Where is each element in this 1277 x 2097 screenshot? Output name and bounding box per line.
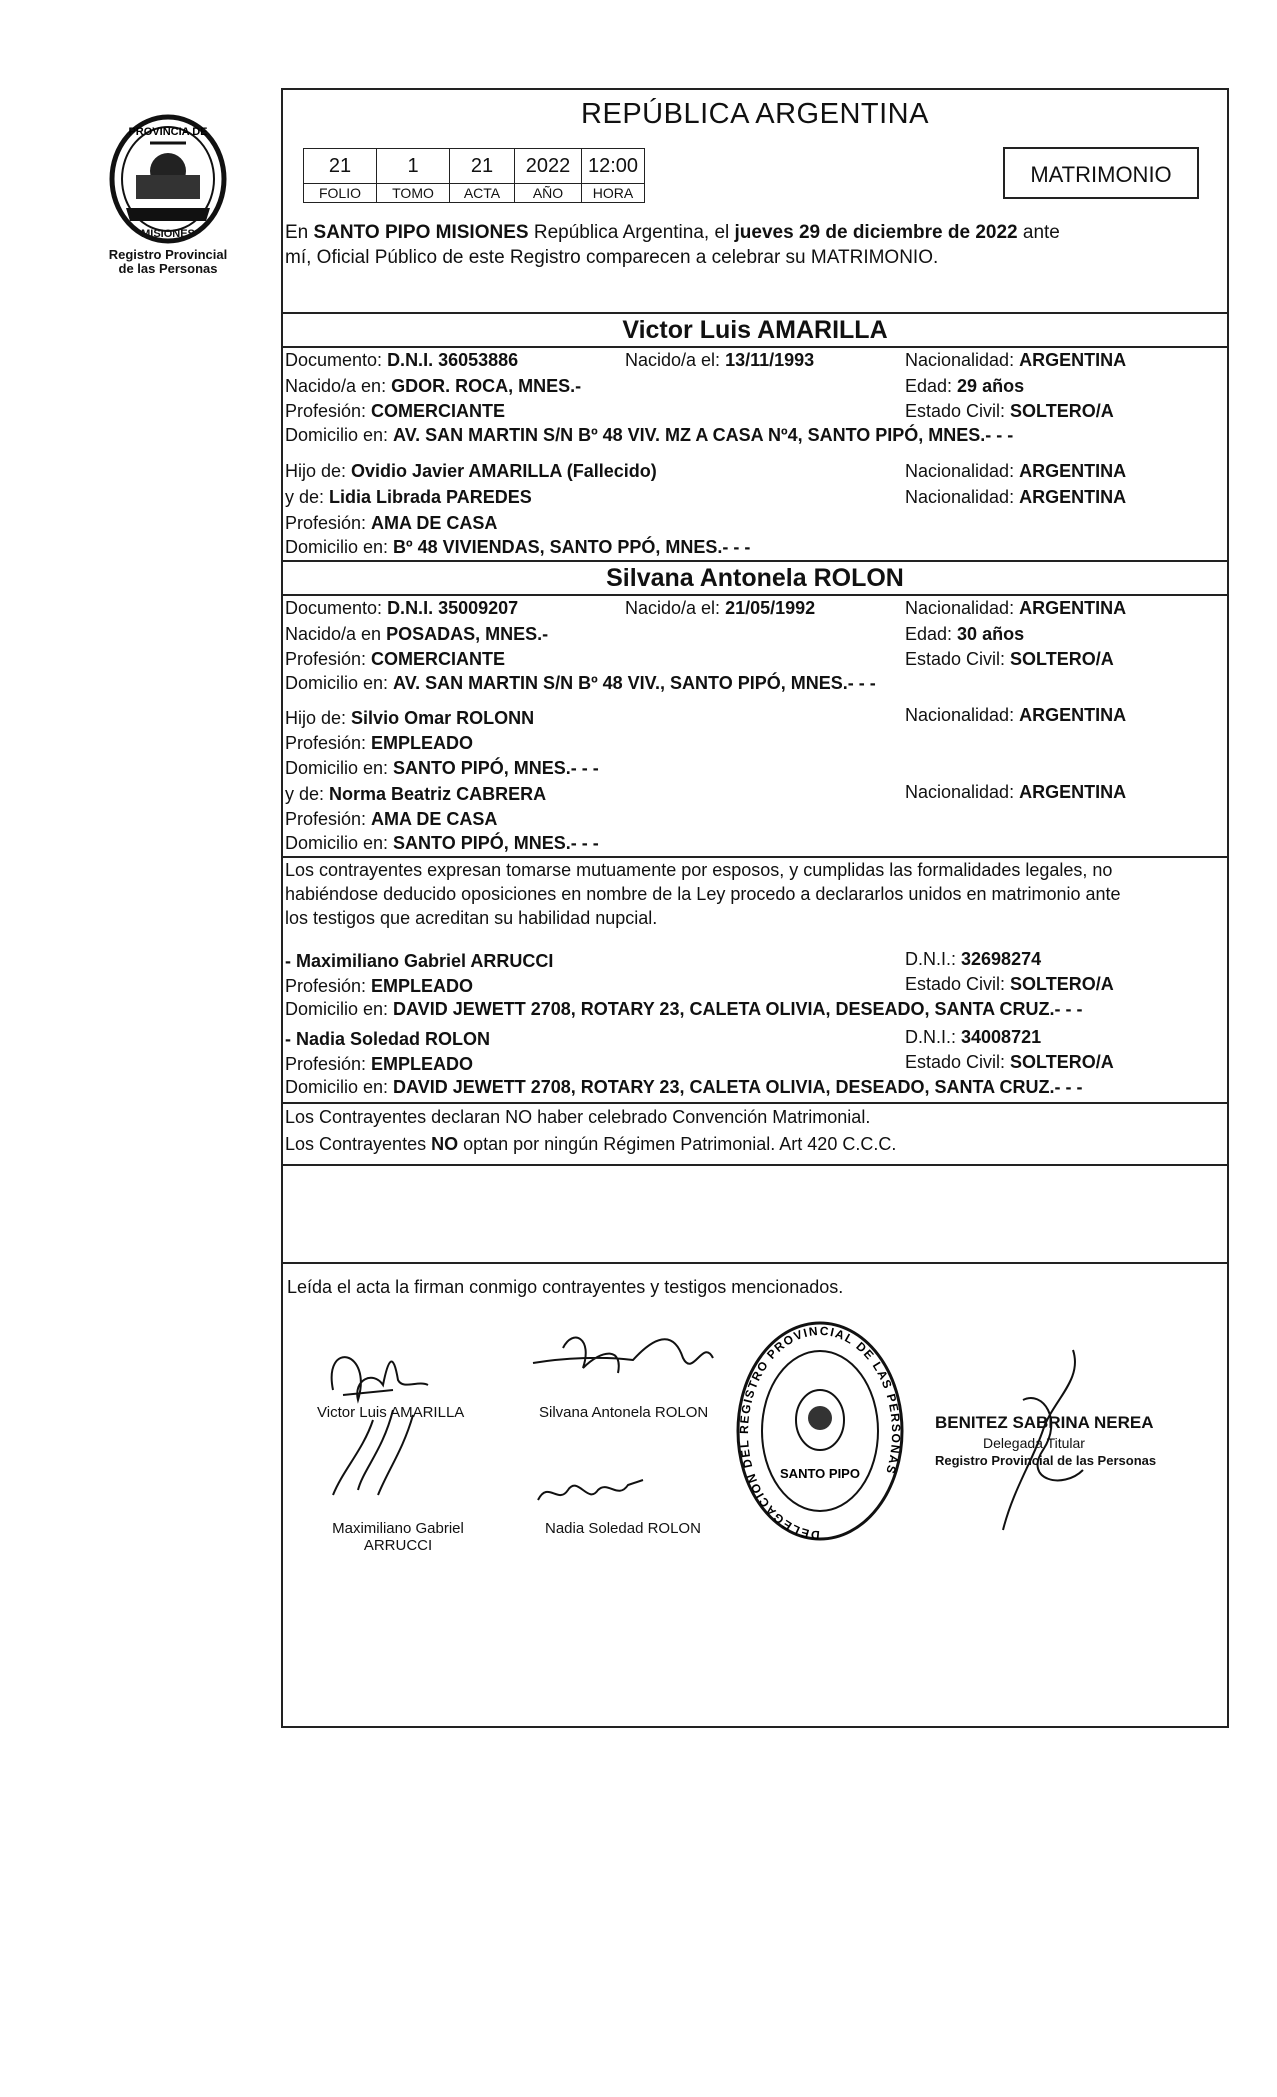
spouse1-address: Domicilio en: AV. SAN MARTIN S/N Bº 48 VIV. MZ A CASA Nº4, SANTO PIPÓ, MNES.- - -: [285, 425, 1014, 445]
witness2-civil-status: Estado Civil: SOLTERO/A: [905, 1052, 1114, 1072]
spouse2-name: Silvana Antonela ROLON: [606, 564, 904, 592]
stamp-ring-text: DELEGACION DEL REGISTRO PROVINCIAL DE LAS PERSONAS: [736, 1323, 904, 1543]
tomo-label: TOMO: [377, 184, 450, 203]
folio-value: 21: [304, 149, 377, 184]
registry-table: [303, 148, 645, 203]
spouse2-father: Hijo de: Silvio Omar ROLONN: [285, 708, 535, 728]
spouse1-civil-status: Estado Civil: SOLTERO/A: [905, 401, 1114, 421]
signature-label-spouse2: Silvana Antonela ROLON: [539, 1404, 709, 1421]
spouse2-address: Domicilio en: AV. SAN MARTIN S/N Bº 48 VIV., SANTO PIPÓ, MNES.- - -: [285, 673, 876, 693]
witness1-address: Domicilio en: DAVID JEWETT 2708, ROTARY 23, CALETA OLIVIA, DESEADO, SANTA CRUZ.- - -: [285, 999, 1083, 1019]
spouse1-age: Edad: 29 años: [905, 376, 1025, 396]
stamp-center-text: SANTO PIPO: [780, 1466, 860, 1481]
spouse2-father-address: Domicilio en: SANTO PIPÓ, MNES.- - -: [285, 758, 599, 778]
spouse2-civil-status: Estado Civil: SOLTERO/A: [905, 649, 1114, 669]
signature-label-witness1: Maximiliano Gabriel ARRUCCI: [332, 1520, 464, 1554]
witness2-profession: Profesión: EMPLEADO: [285, 1054, 474, 1074]
hora-label: HORA: [582, 184, 645, 203]
signature-label-spouse1: Victor Luis AMARILLA: [317, 1404, 465, 1421]
spouse2-mother-nationality: Nacionalidad: ARGENTINA: [905, 782, 1127, 802]
spouse1-mother-nationality: Nacionalidad: ARGENTINA: [905, 487, 1127, 507]
tomo-value: 1: [377, 149, 450, 184]
spouse2-mother: y de: Norma Beatriz CABRERA: [285, 784, 547, 804]
declaration-line1: Los contrayentes expresan tomarse mutuamente por esposos, y cumplidas las formalidades legales, no: [285, 860, 1113, 880]
spouse2-father-profession: Profesión: EMPLEADO: [285, 733, 474, 753]
spouse2-birthdate: Nacido/a el: 21/05/1992: [625, 598, 816, 618]
official-name: BENITEZ SABRINA NEREA: [935, 1413, 1154, 1432]
witness1-dni: D.N.I.: 32698274: [905, 949, 1042, 969]
spouse2-document: Documento: D.N.I. 35009207: [285, 598, 519, 618]
intro-prefix: En: [285, 222, 314, 243]
certificate-frame: [281, 88, 1229, 1728]
intro-paragraph: [285, 220, 1060, 270]
spouse1-document: Documento: D.N.I. 36053886: [285, 350, 519, 370]
notes-line1: Los Contrayentes declaran NO haber celebrado Convención Matrimonial.: [285, 1107, 871, 1127]
spouse1-profession: Profesión: COMERCIANTE: [285, 401, 506, 421]
spouse1-birthdate: Nacido/a el: 13/11/1993: [625, 350, 815, 370]
anio-label: AÑO: [515, 184, 582, 203]
official-organization: Registro Provincial de las Personas: [935, 1453, 1157, 1468]
hora-value: 12:00: [582, 149, 645, 184]
acta-label: ACTA: [450, 184, 515, 203]
witness2-address: Domicilio en: DAVID JEWETT 2708, ROTARY 23, CALETA OLIVIA, DESEADO, SANTA CRUZ.- - -: [285, 1077, 1083, 1097]
official-role: Delegada Titular: [983, 1435, 1085, 1451]
witness2-dni: D.N.I.: 34008721: [905, 1027, 1042, 1047]
spouse1-parents-address: Domicilio en: Bº 48 VIVIENDAS, SANTO PPÓ, MNES.- - -: [285, 537, 751, 557]
spouse2-nationality: Nacionalidad: ARGENTINA: [905, 598, 1127, 618]
official-stamp: [735, 1318, 905, 1544]
spouse2-mother-profession: Profesión: AMA DE CASA: [285, 809, 498, 829]
declaration-line2: habiéndose deducido oposiciones en nombre de la Ley procedo a declararlos unidos en matrimonio ante: [285, 884, 1121, 904]
province-seal-logo: [106, 113, 230, 245]
act-type-box: MATRIMONIO: [1003, 147, 1199, 199]
spouse1-birthplace: Nacido/a en: GDOR. ROCA, MNES.-: [285, 376, 582, 396]
spouse1-parents-profession: Profesión: AMA DE CASA: [285, 513, 498, 533]
folio-label: FOLIO: [304, 184, 377, 203]
intro-suffix: ante: [1017, 222, 1060, 243]
witness1-civil-status: Estado Civil: SOLTERO/A: [905, 974, 1114, 994]
spouse2-father-nationality: Nacionalidad: ARGENTINA: [905, 705, 1127, 725]
intro-mid: República Argentina, el: [528, 222, 735, 243]
intro-line2: mí, Oficial Público de este Registro comparecen a celebrar su MATRIMONIO.: [285, 247, 939, 268]
witness1-name: - Maximiliano Gabriel ARRUCCI: [285, 951, 554, 971]
notes-line2: Los Contrayentes NO optan por ningún Régimen Patrimonial. Art 420 C.C.C.: [285, 1134, 897, 1154]
intro-date: jueves 29 de diciembre de 2022: [734, 222, 1018, 243]
signature-label-witness2: Nadia Soledad ROLON: [545, 1520, 701, 1537]
spouse1-name: Victor Luis AMARILLA: [622, 316, 888, 344]
witness2-name: - Nadia Soledad ROLON: [285, 1029, 491, 1049]
logo-caption-line1: Registro Provincial: [108, 247, 228, 262]
declaration-paragraph: [285, 858, 1121, 930]
logo-caption-line2: de las Personas: [118, 261, 218, 276]
spouse2-birthplace: Nacido/a en POSADAS, MNES.-: [285, 624, 549, 644]
seal-text-bottom: MISIONES: [141, 228, 195, 240]
spouse1-father: Hijo de: Ovidio Javier AMARILLA (Fallecido): [285, 461, 657, 481]
spouse1-nationality: Nacionalidad: ARGENTINA: [905, 350, 1127, 370]
spouse1-father-nationality: Nacionalidad: ARGENTINA: [905, 461, 1127, 481]
spouse2-mother-address: Domicilio en: SANTO PIPÓ, MNES.- - -: [285, 833, 599, 853]
anio-value: 2022: [515, 149, 582, 184]
witness1-profession: Profesión: EMPLEADO: [285, 976, 474, 996]
spouse2-age: Edad: 30 años: [905, 624, 1025, 644]
signature-scribble-4: [533, 1470, 653, 1510]
spouse1-mother: y de: Lidia Librada PAREDES: [285, 487, 532, 507]
spouse2-profession: Profesión: COMERCIANTE: [285, 649, 506, 669]
signature-scribble-2: [523, 1318, 723, 1398]
intro-place: SANTO PIPO MISIONES: [313, 222, 529, 243]
seal-text-top: PROVINCIA DE: [128, 126, 208, 138]
acta-value: 21: [450, 149, 515, 184]
closing-statement: Leída el acta la firman conmigo contrayentes y testigos mencionados.: [287, 1277, 844, 1297]
document-title: REPÚBLICA ARGENTINA: [581, 98, 929, 130]
logo-caption: [88, 248, 248, 276]
declaration-line3: los testigos que acreditan su habilidad nupcial.: [285, 908, 658, 928]
